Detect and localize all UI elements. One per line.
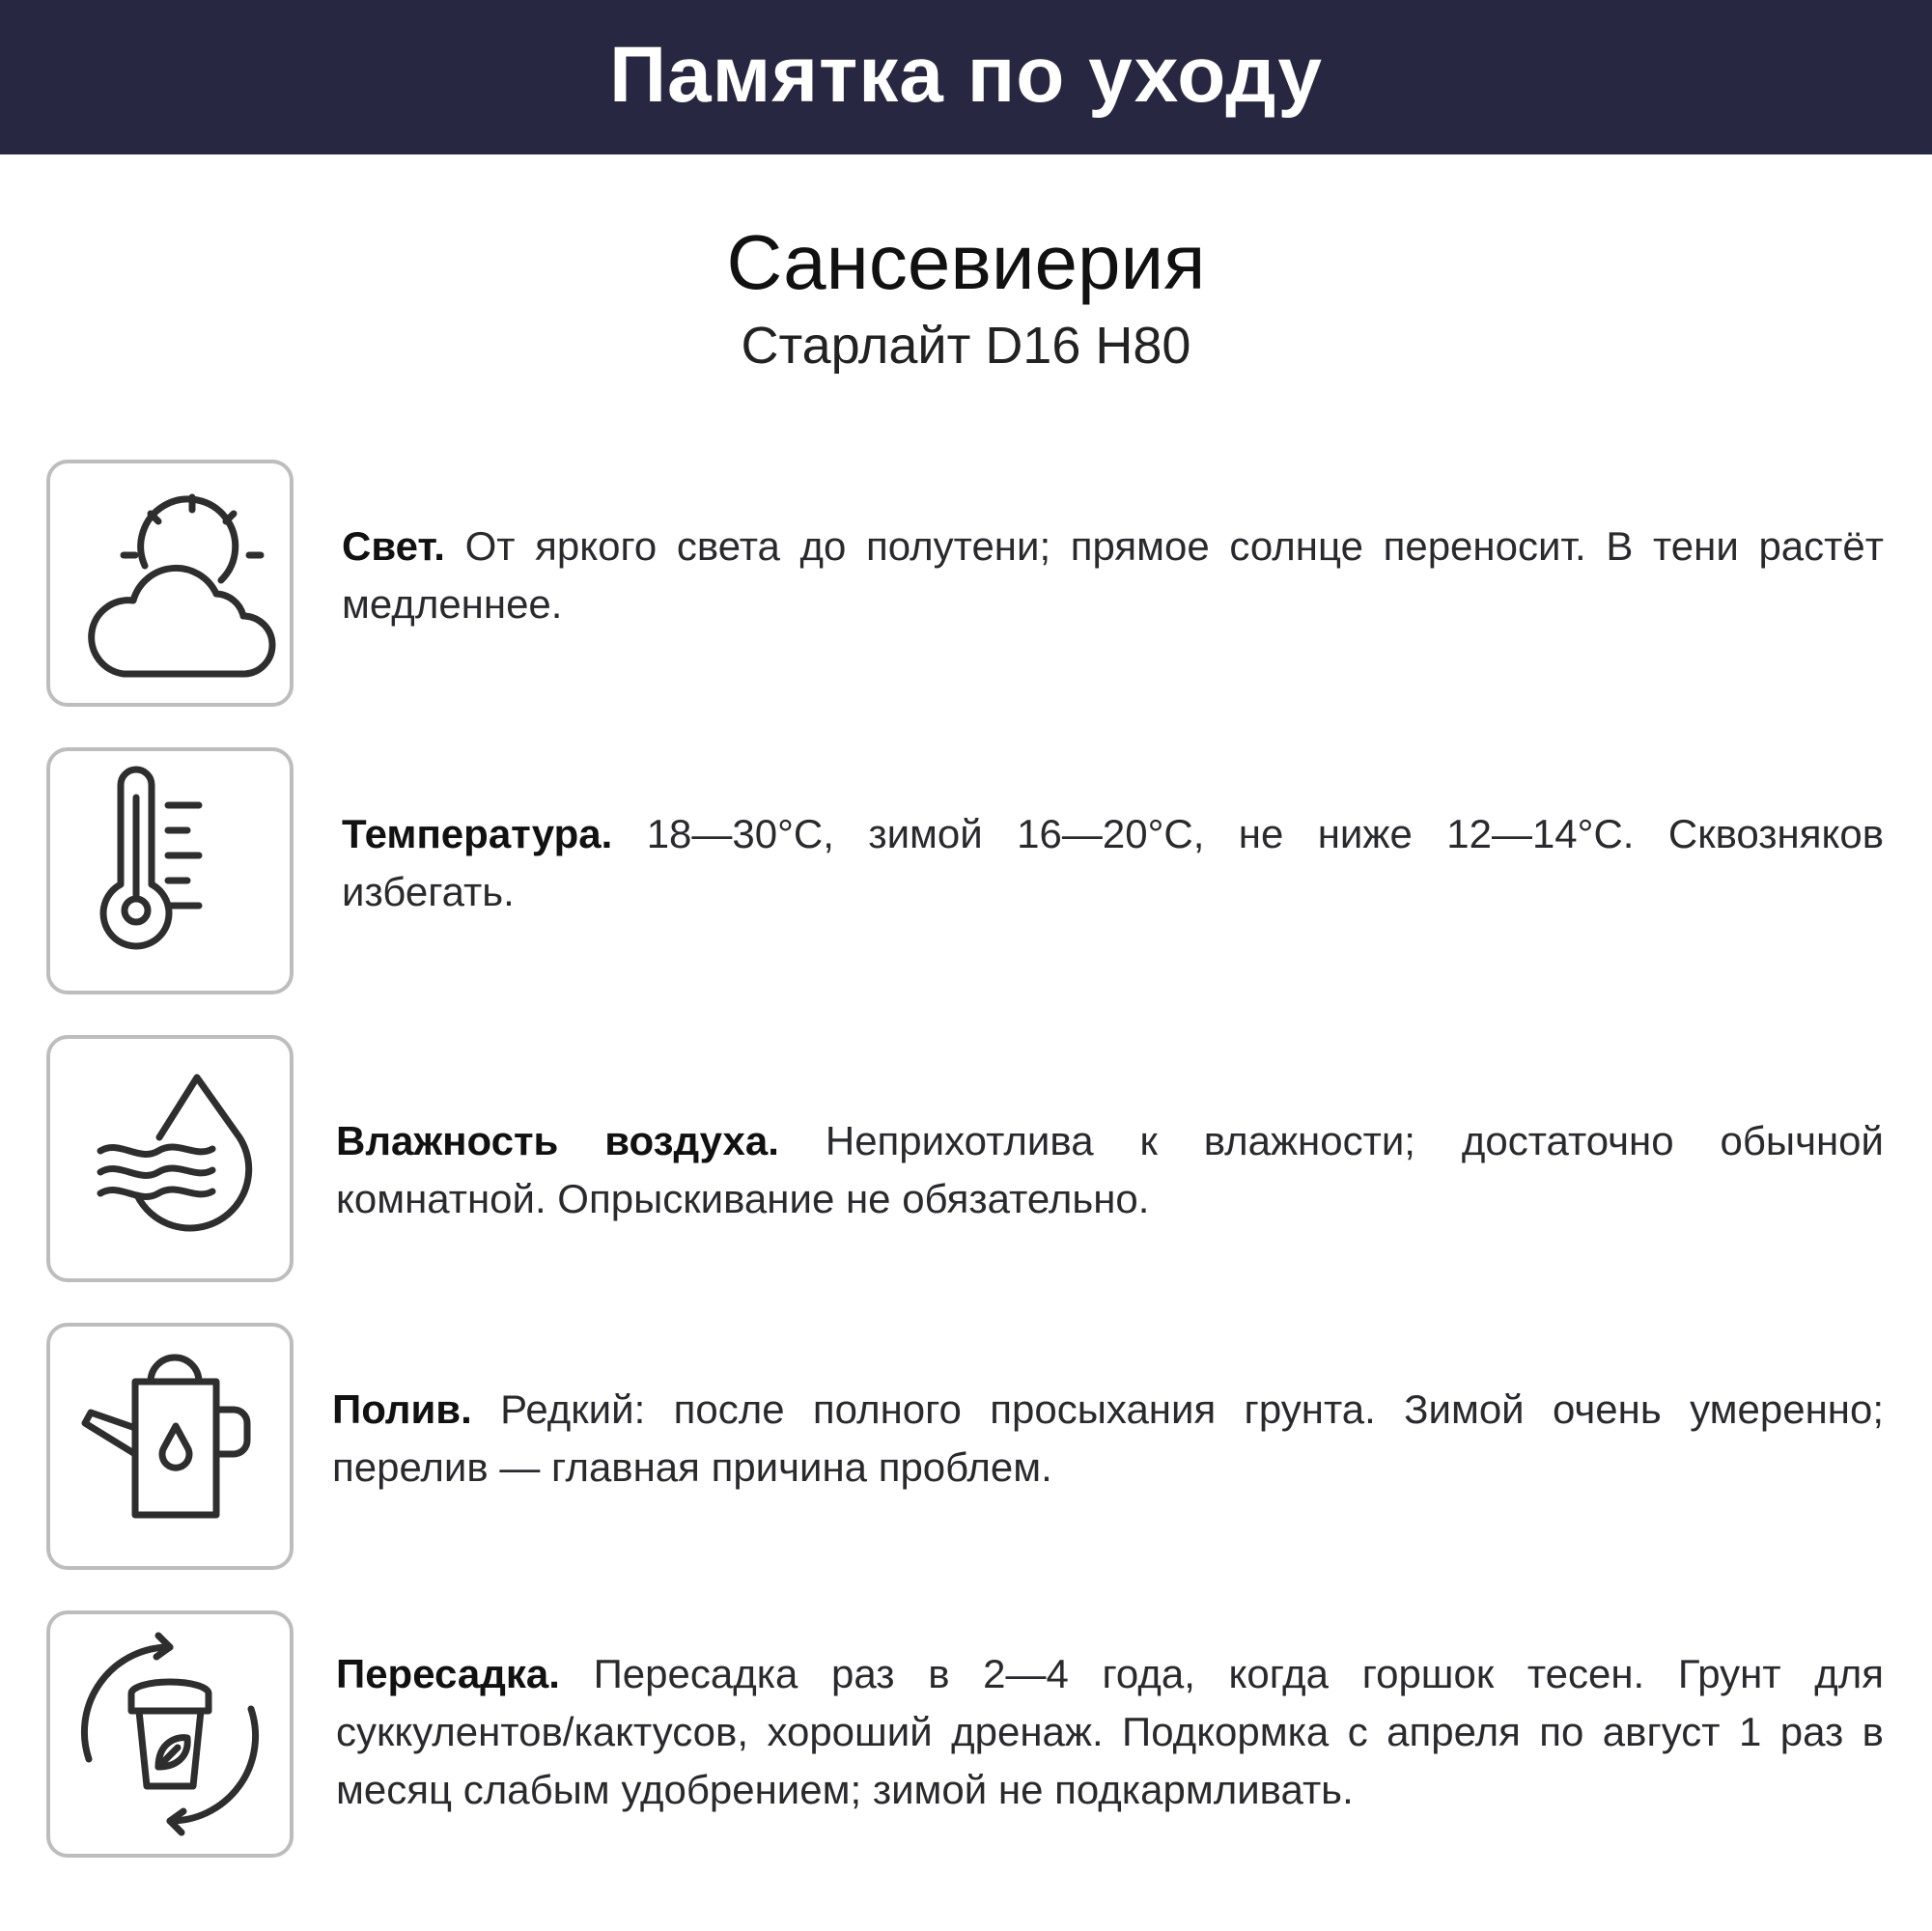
care-item-repotting [0, 1610, 1932, 1856]
care-title: Температура. [342, 811, 613, 856]
care-text [332, 1381, 1884, 1497]
care-description: Редкий: после полного просыхания грунта. Зимой очень умеренно; перелив — главная причина проблем. [332, 1386, 1884, 1490]
icon-box [46, 1035, 294, 1282]
care-title: Пересадка. [336, 1651, 560, 1696]
repot-icon [50, 1614, 290, 1854]
care-description: 18—30°C, зимой 16—20°C, не ниже 12—14°C. Сквозняков избегать. [342, 811, 1885, 914]
page-title: Памятка по уходу [609, 31, 1323, 119]
icon-box [46, 747, 294, 994]
icon-box [46, 1610, 294, 1858]
care-title: Полив. [332, 1386, 472, 1432]
sun-cloud-icon [50, 463, 290, 703]
care-description: От яркого света до полутени; прямое солнце переносит. В тени растёт медленнее. [342, 523, 1884, 627]
care-item-watering [0, 1323, 1932, 1568]
humidity-drop-icon [50, 1039, 290, 1278]
care-text [336, 1645, 1884, 1819]
plant-variant: Старлайт D16 H80 [741, 317, 1191, 375]
thermometer-icon [50, 751, 290, 991]
care-description: Неприхотлива к влажности; достаточно обычной комнатной. Опрыскивание не обязательно. [336, 1118, 1884, 1221]
plant-name: Сансевиерия [726, 219, 1206, 305]
care-item-light [0, 460, 1932, 705]
care-text [336, 1112, 1884, 1228]
header-bar [0, 0, 1932, 154]
care-title: Влажность воздуха. [336, 1118, 779, 1163]
care-item-temperature [0, 747, 1932, 993]
watering-can-icon [50, 1327, 290, 1566]
care-item-humidity [0, 1035, 1932, 1280]
care-title: Свет. [342, 523, 445, 569]
care-text [342, 518, 1884, 633]
icon-box [46, 460, 294, 707]
icon-box [46, 1323, 294, 1570]
care-description: Пересадка раз в 2—4 года, когда горшок тесен. Грунт для суккулентов/кактусов, хороший дренаж. Подкормка с апреля по август 1 раз в месяц слабым удобрением; зимой не подкармливать. [336, 1651, 1884, 1812]
care-text [342, 805, 1884, 921]
